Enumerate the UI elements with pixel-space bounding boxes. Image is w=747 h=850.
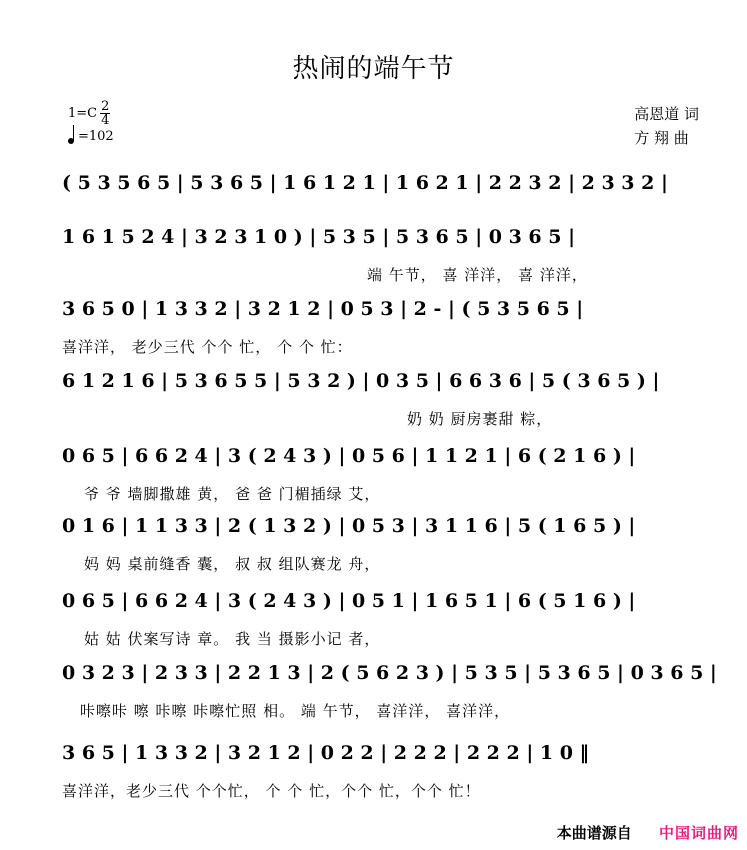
score-line-9 [62,742,702,812]
notation: 0 6 5 | 6 6 2 4 | 3 ( 2 4 3 ) | 0 5 6 | 1 1 2 1 | 6 ( 2 1 6 ) | [62,445,636,467]
source-label: 本曲谱源自 [556,824,632,842]
lyrics: 奶 奶 厨房裹甜 粽， [407,410,553,428]
quarter-note-icon [68,138,74,144]
time-signature [100,100,110,127]
notation: ( 5 3 5 6 5 | 5 3 6 5 | 1 6 1 2 1 | 1 6 2 1 | 2 2 3 2 | 2 3 3 2 | [62,172,668,194]
source-footer [557,822,739,843]
notation: 0 1 6 | 1 1 3 3 | 2 ( 1 3 2 ) | 0 5 3 | 3 1 1 6 | 5 ( 1 6 5 ) | [62,515,636,537]
score-line-4 [62,370,702,440]
time-bottom: 4 [101,113,110,128]
notation: 3 6 5 | 1 3 3 2 | 3 2 1 2 | 0 2 2 | 2 2 2 | 2 2 2 | 1 0 ‖ [62,742,590,764]
key-signature [68,100,114,127]
score-line-6 [62,515,702,585]
notation: 6 1 2 1 6 | 5 3 6 5 5 | 5 3 2 ) | 0 3 5 | 6 6 3 6 | 5 ( 3 6 5 ) | [62,370,660,392]
site-link[interactable]: 中国词曲网 [658,824,739,842]
lyrics: 咔嚓咔 嚓 咔嚓 咔嚓忙照 相。 端 午节， 喜洋洋， 喜洋洋， [80,702,511,720]
time-top: 2 [101,99,110,114]
lyrics: 爷 爷 墙脚撒雄 黄， 爸 爸 门楣插绿 艾， [84,485,381,503]
score-line-5 [62,445,702,515]
tempo-value: =102 [78,129,114,144]
score-line-3 [62,298,702,368]
notation: 0 3 2 3 | 2 3 3 | 2 2 1 3 | 2 ( 5 6 2 3 ) | 5 3 5 | 5 3 6 5 | 0 3 6 5 | [62,662,717,684]
song-title: 热闹的端午节 [292,54,455,84]
score-line-8 [62,662,717,732]
lyrics: 妈 妈 桌前缝香 囊， 叔 叔 组队赛龙 舟， [84,555,381,573]
credits [634,102,699,150]
notation: 0 6 5 | 6 6 2 4 | 3 ( 2 4 3 ) | 0 5 1 | 1 6 5 1 | 6 ( 5 1 6 ) | [62,590,636,612]
lyricist: 高恩道 词 [634,105,699,123]
lyrics: 端 午节， 喜 洋洋， 喜 洋洋， [367,266,588,284]
composer: 方 翔 曲 [634,129,689,147]
notation: 3 6 5 0 | 1 3 3 2 | 3 2 1 2 | 0 5 3 | 2 - | ( 5 3 5 6 5 | [62,298,584,320]
key-label: 1=C [68,105,98,121]
lyrics: 喜洋洋，老少三代 个个忙， 个 个 忙，个个 忙，个个 忙！ [62,782,481,800]
score-line-7 [62,590,702,660]
score-line-2 [62,226,702,296]
key-signature-block [68,100,114,145]
tempo-marking [68,129,114,145]
notation: 1 6 1 5 2 4 | 3 2 3 1 0 ) | 5 3 5 | 5 3 6 5 | 0 3 6 5 | [62,226,575,248]
lyrics: 姑 姑 伏案写诗 章。 我 当 摄影小记 者， [84,630,381,648]
lyrics: 喜洋洋， 老少三代 个个 忙， 个 个 忙： [62,338,353,356]
